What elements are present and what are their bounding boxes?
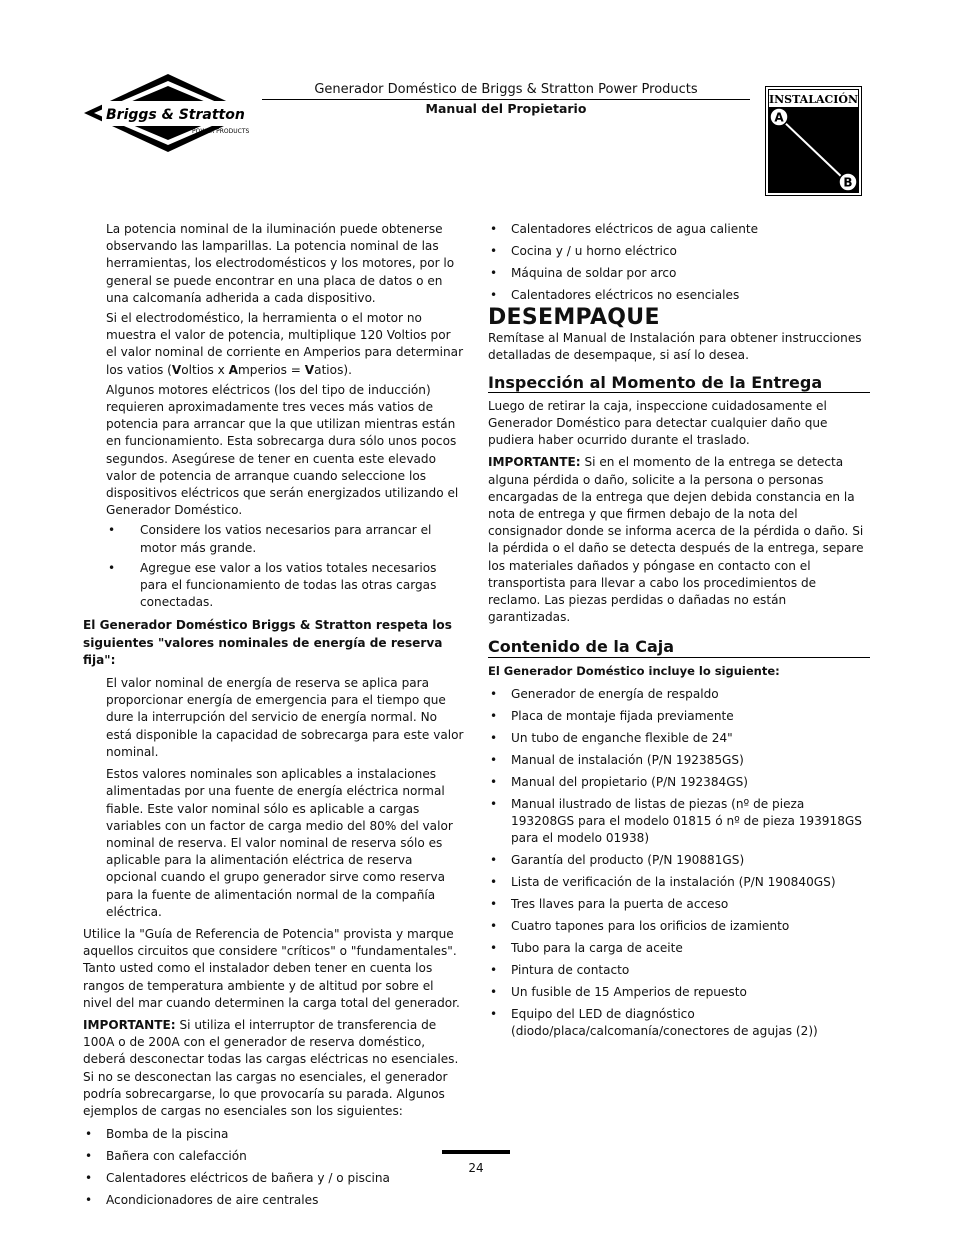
badge-b: B xyxy=(843,175,853,190)
list-item: • Garantía del producto (P/N 190881GS) xyxy=(488,852,870,869)
paragraph: Remítase al Manual de Instalación para obtener instrucciones detalladas de desempaque, si así lo desea. xyxy=(488,331,862,363)
list-item: • Lista de verificación de la instalación (P/N 190840GS) xyxy=(488,874,870,891)
badge-label: INSTALACIÓN xyxy=(768,93,859,106)
list-item: • Bomba de la piscina xyxy=(83,1126,465,1143)
bullet-list xyxy=(488,686,870,1041)
page-number: 24 xyxy=(468,1161,484,1175)
list-item: • Acondicionadores de aire centrales xyxy=(83,1192,465,1209)
list-item: • Generador de energía de respaldo xyxy=(488,686,870,703)
list-item: • Bañera con calefacción xyxy=(83,1148,465,1165)
list-item: • Cocina y / u horno eléctrico xyxy=(488,243,870,260)
header-title: Generador Doméstico de Briggs & Stratton Power Products xyxy=(314,82,698,97)
list-item: • Placa de montaje fijada previamente xyxy=(488,708,870,725)
section-heading: DESEMPAQUE xyxy=(488,305,660,330)
bold-paragraph: El Generador Doméstico incluye lo siguiente: xyxy=(488,663,780,678)
list-item: • Pintura de contacto xyxy=(488,962,870,979)
list-item: • Tres llaves para la puerta de acceso xyxy=(488,896,870,913)
list-item: • Manual ilustrado de listas de piezas (nº de pieza 193208GS para el modelo 01815 ó nº de pieza 193918GS para el modelo 01938) xyxy=(488,796,870,848)
footer-bar xyxy=(442,1150,510,1154)
list-item: • Considere los vatios necesarios para arrancar el motor más grande. xyxy=(106,522,465,556)
left-column xyxy=(83,221,465,1214)
list-item: • Manual de instalación (P/N 192385GS) xyxy=(488,752,870,769)
briggs-stratton-logo xyxy=(82,72,254,154)
header-subtitle: Manual del Propietario xyxy=(425,101,587,116)
list-item: • Un fusible de 15 Amperios de repuesto xyxy=(488,984,870,1001)
paragraph: IMPORTANTE: Si en el momento de la entrega se detecta alguna pérdida o daño, solicite a la persona o personas encargadas de la entrega que dejen debida constancia en la nota de entrega y que firmen debajo de la nota del consignador donde se informa acerca de la pérdida o daño. Si la pérdida o el daño se detecta después de la entrega, separe los materiales dañados y póngase en contacto con el transportista para llevar a cabo los procedimientos de reclamo. Las piezas perdidas o dañadas no están garantizadas. xyxy=(488,455,864,625)
list-item: • Manual del propietario (P/N 192384GS) xyxy=(488,774,870,791)
badge-a: A xyxy=(774,110,784,125)
header-rule xyxy=(262,99,750,100)
list-item: • Calentadores eléctricos no esenciales xyxy=(488,287,870,304)
right-column xyxy=(488,221,870,1045)
logo-text: Briggs & Stratton xyxy=(106,107,245,123)
bold-paragraph: El Generador Doméstico Briggs & Stratton respeta los siguientes "valores nominales de energía de reserva fija": xyxy=(83,618,452,667)
paragraph: Estos valores nominales son aplicables a instalaciones alimentadas por una fuente de energía eléctrica normal fiable. Este valor nominal sólo es aplicable a cargas variables con un factor de carga medio del 80% del valor nominal de reserva. El valor nominal de reserva sólo es aplicable para la alimentación eléctrica de reserva opcional cuando el grupo generador sirve como reserva para la fuente de alimentación normal de la compañía eléctrica. xyxy=(106,767,453,919)
paragraph: El valor nominal de energía de reserva se aplica para proporcionar energía de emergencia para el tiempo que dure la interrupción del servicio de energía normal. No está disponible la capacidad de sobrecarga para este valor nominal. xyxy=(106,676,464,759)
list-item: • Agregue ese valor a los vatios totales necesarios para el funcionamiento de todas las otras cargas conectadas. xyxy=(106,560,465,612)
list-item: • Un tubo de enganche flexible de 24" xyxy=(488,730,870,747)
paragraph: Luego de retirar la caja, inspeccione cuidadosamente el Generador Doméstico para detectar cualquier daño que pudiera haber ocurrido durante el traslado. xyxy=(488,398,828,448)
subsection-heading: Contenido de la Caja xyxy=(488,638,870,657)
list-item: • Cuatro tapones para los orificios de izamiento xyxy=(488,918,870,935)
list-item: • Calentadores eléctricos de bañera y / o piscina xyxy=(83,1170,465,1187)
paragraph: Algunos motores eléctricos (los del tipo de inducción) requieren aproximadamente tres veces más vatios de potencia para arrancar que la que utilizan mientras están en funcionamiento. Esta sobrecarga dura sólo unos pocos segundos. Asegúrese de tener en cuenta este elevado valor de potencia de arranque cuando seleccione los dispositivos eléctricos que serán energizados utilizando el Generador Doméstico. xyxy=(106,382,459,518)
list-item: • Máquina de soldar por arco xyxy=(488,265,870,282)
paragraph: La potencia nominal de la iluminación puede obtenerse observando las lamparillas. La potencia nominal de las herramientas, los electrodomésticos y los motores, por lo general se puede encontrar en una placa de datos o en una calcomanía adherida a cada dispositivo. xyxy=(106,222,455,305)
list-item: • Tubo para la carga de aceite xyxy=(488,940,870,957)
logo-sub: POWER PRODUCTS xyxy=(192,128,250,135)
subsection-heading: Inspección al Momento de la Entrega xyxy=(488,374,870,393)
installation-badge xyxy=(765,86,862,196)
paragraph: Si el electrodoméstico, la herramienta o el motor no muestra el valor de potencia, multiplique 120 Voltios por el valor nominal de corriente en Amperios para determinar los vatios (Voltios x Amperios = Vatios). xyxy=(106,311,464,377)
bullet-list xyxy=(106,522,465,611)
paragraph: Utilice la "Guía de Referencia de Potencia" provista y marque aquellos circuitos que considere "críticos" o "fundamentales". Tanto usted como el instalador deben tener en cuenta los rangos de temperatura ambiente y de altitud por sobre el nivel del mar cuando determinen la carga total del generador. xyxy=(83,926,460,1010)
bullet-list xyxy=(83,1126,465,1209)
bullet-list xyxy=(488,221,870,304)
list-item: • Equipo del LED de diagnóstico (diodo/placa/calcomanía/conectores de agujas (2)) xyxy=(488,1006,870,1040)
paragraph: IMPORTANTE: Si utiliza el interruptor de transferencia de 100A o de 200A con el generador de reserva doméstico, deberá desconectar todas las cargas eléctricas no esenciales. Si no se desconectan las cargas no esenciales, el generador podría sobrecargarse, lo que provocaría su parada. Algunos ejemplos de cargas no esenciales son los siguientes: xyxy=(83,1017,459,1118)
list-item: • Calentadores eléctricos de agua caliente xyxy=(488,221,870,238)
